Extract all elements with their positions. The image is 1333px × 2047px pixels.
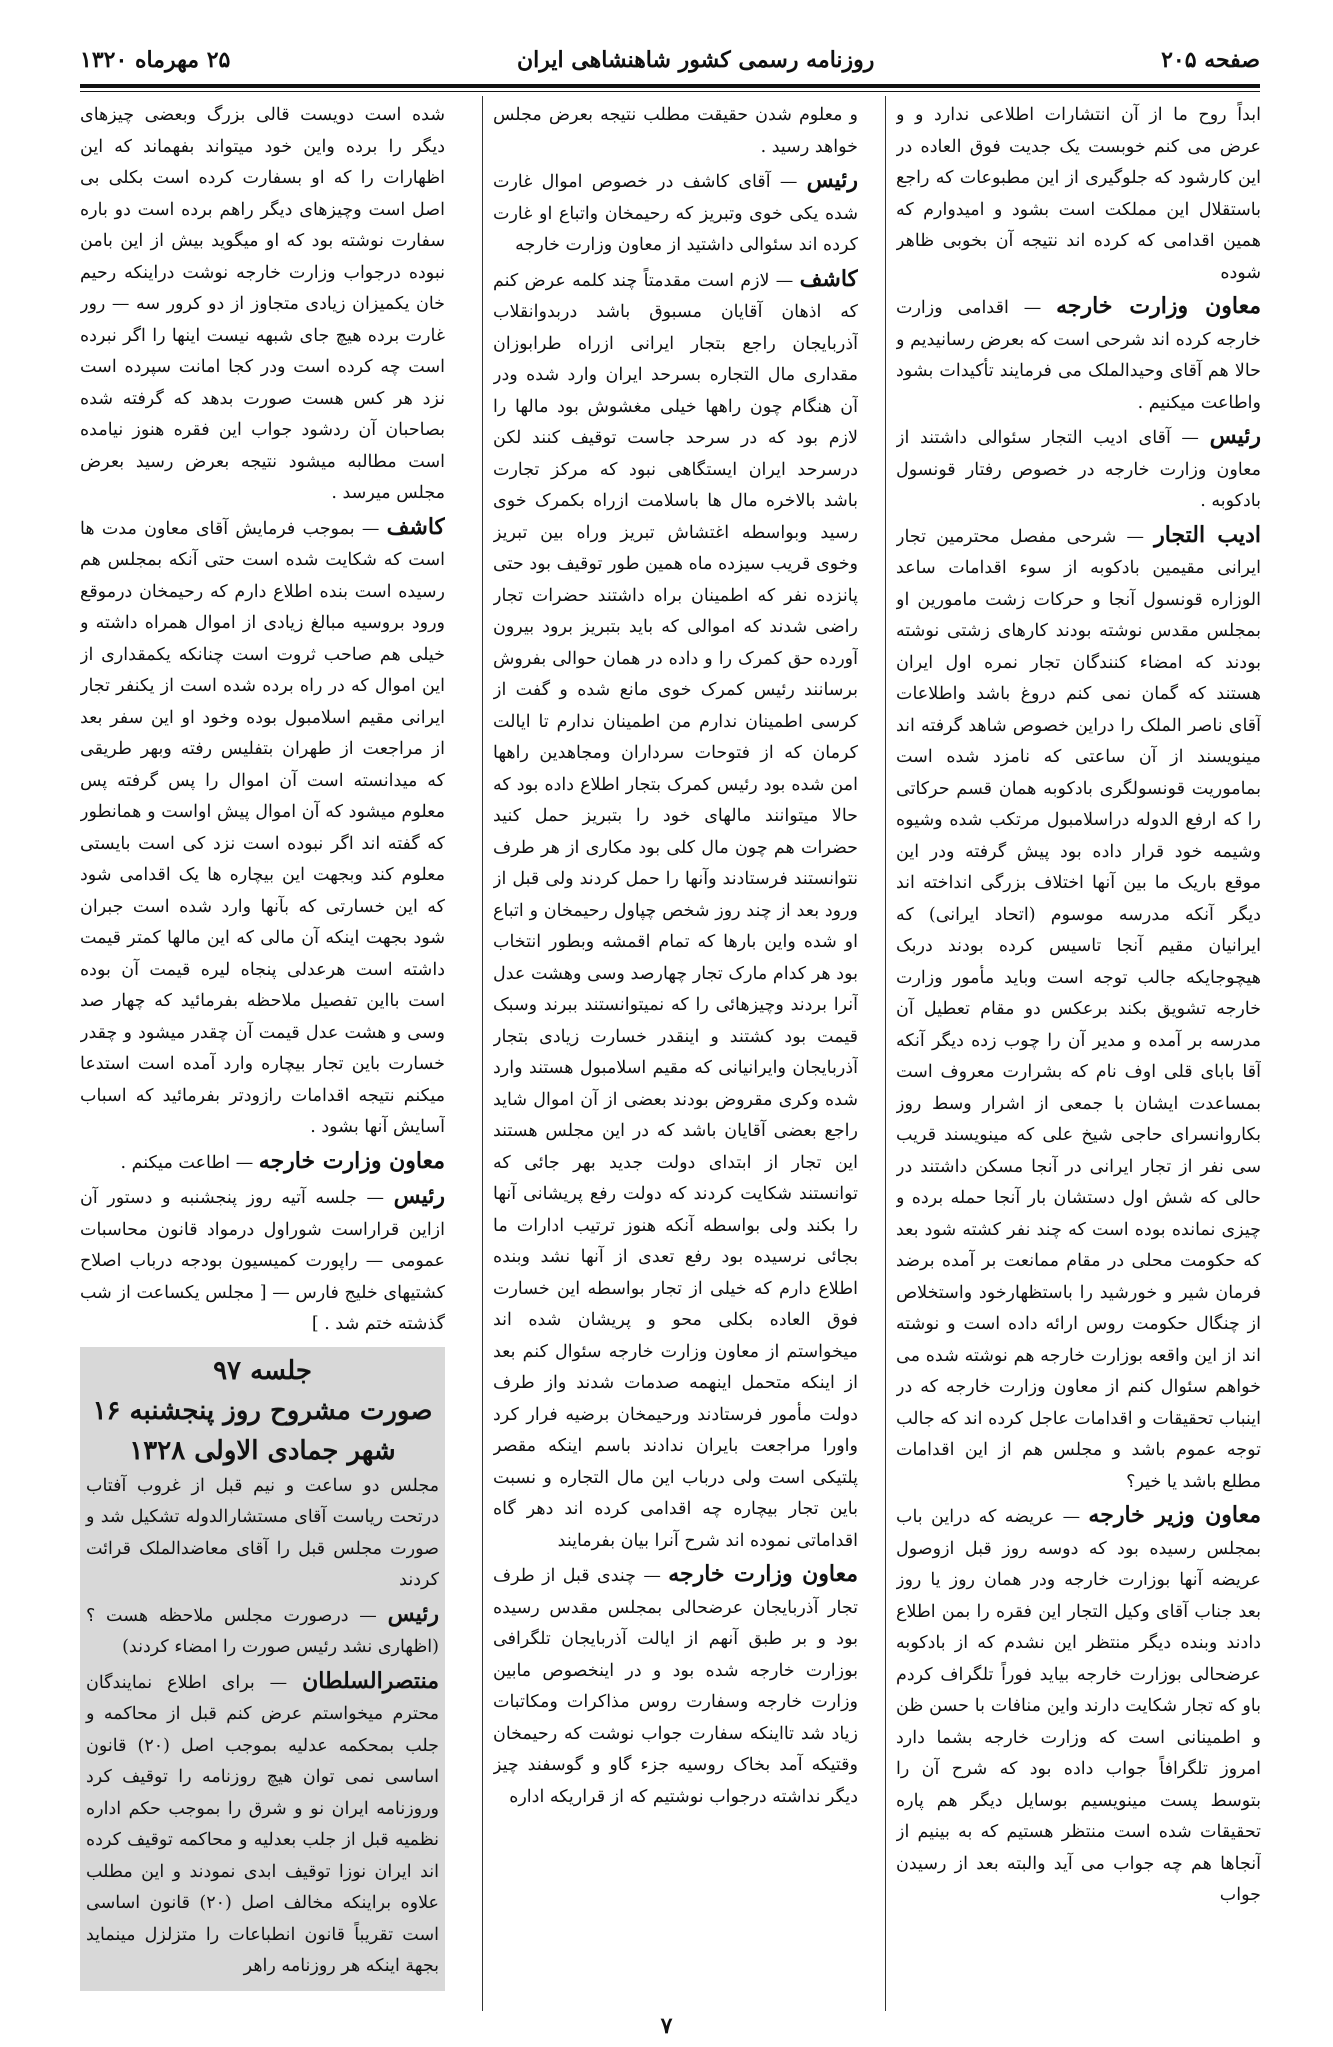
speaker-name: رئیس <box>393 1183 445 1209</box>
speaker-name: رئیس <box>1209 423 1261 449</box>
speaker-name: منتصرالسلطان <box>302 1667 439 1694</box>
paragraph <box>896 1500 1261 1912</box>
paragraph <box>80 1146 445 1180</box>
column-middle <box>493 100 858 2000</box>
paragraph <box>896 100 1261 289</box>
paragraph <box>86 1471 439 1597</box>
paragraph-text: — آقای کاشف در خصوص اموال غارت شده یکی خوی وتبریز که رحیمخان واتباع او غارت کرده اند سئوالی داشتید از معاون وزارت خارجه <box>493 172 858 255</box>
speaker-name: ادیب التجار <box>1154 521 1261 548</box>
session-97-box <box>80 1347 445 1991</box>
paragraph <box>493 165 858 262</box>
speaker-name: معاون وزیر خارجه <box>1088 1502 1261 1528</box>
paragraph <box>896 291 1261 419</box>
session-body <box>86 1471 439 1983</box>
paragraph-text: — آقای ادیب التجار سئوالی داشتند از معاون وزارت خارجه در خصوص رفتار قونسول بادکوبه . <box>896 428 1261 511</box>
column-middle-body <box>493 100 858 1813</box>
column-divider <box>885 96 886 2011</box>
paragraph <box>86 1599 439 1664</box>
paragraph-text: — جلسه آتیه روز پنجشنبه و دستور آن ازاین قراراست شوراول درمواد قانون محاسبات عمومی — راپورت کمیسیون بودجه درباب اصلاح کشتیهای خلیج فارس — [ مجلس یکساعت از شب گذشته ختم شد . ] <box>80 1188 445 1334</box>
paragraph-text: — چندی قبل از طرف تجار آذربایجان عرضحالی بمجلس مقدس رسیده بود و بر طبق آنهم از ایالت آذربایجان تلگرافی بوزارت خارجه شده بود و در اینخصوص مابین وزارت خارجه وسفارت روس مذاکرات ومکاتبات زیاد شد تااینکه سفارت جواب نوشت که رحیمخان وقتیکه آمد بخاک روسیه جزء گاو و گوسفند چیز دیگر نداشته درجواب نوشتیم که از قراریکه اداره <box>493 1566 858 1807</box>
paragraph <box>493 100 858 163</box>
header-rule-thick <box>80 84 1260 88</box>
paragraph-text: — اطاعت میکنم . <box>120 1152 259 1173</box>
page-number: ۷ <box>660 2013 673 2039</box>
paragraph-text: مجلس دو ساعت و نیم قبل از غروب آفتاب درتحت ریاست آقای مستشارالدوله تشکیل شد و صورت مجلس قبل را آقای معاضدالملک قرائت کردند <box>86 1475 439 1590</box>
speaker-name: معاون وزارت خارجه <box>1056 293 1261 319</box>
speaker-name: رئیس <box>387 1600 439 1627</box>
column-left-body <box>80 100 445 1341</box>
header-rule-thin <box>80 91 1260 92</box>
paragraph-text: — عریضه که دراین باب بمجلس رسیده بود که دوسه روز قبل ازوصول عریضه آنها بوزارت خارجه ودر همان روز یا روز بعد جناب آقای وکیل التجار این فقره را بمن اطلاع دادند وبنده دیگر منتظر این نشدم که از بادکوبه عرضحالی بوزارت خارجه بیاید فوراً تلگراف کردم باو که تجار شکایت دارند واین منافات با حسن ظن و اطمینانی است که وزارت خارجه بشما دارد امروز تلگرافاً جواب داده بود که شرح آن را بتوسط پست مینویسیم بوسایل دیگر هم پاره تحقیقات شده است منتظر هستیم که به بینیم از آنجاها هم چه جواب می آید والبته بعد از رسیدن جواب <box>896 1507 1261 1905</box>
paragraph-text: — اقدامی وزارت خارجه کرده اند شرحی است که بعرض رسانیدیم و حالا هم آقای وحیدالملک می فرمایند تأکیدات بشود واطاعت میکنیم . <box>896 298 1261 413</box>
paragraph-text: — برای اطلاع نمایندگان محترم میخواستم عرض کنم قبل از محاکمه و جلب بمحکمه عدلیه بموجب اصل (۲۰) قانون اساسی نمی توان هیچ روزنامه را توقیف کرد وروزنامه ایران نو و شرق را بموجب حکم اداره نظمیه قبل از جلب بعدلیه و محاکمه توقیف کرده اند ایران نوزا توقیف ابدی نمودند و این مطلب علاوه براینکه مخالف اصل (۲۰) قانون اساسی است تقریباً قانون انطباعات را متزلزل مینماید بجهة اینکه هر روزنامه راهر <box>86 1672 439 1976</box>
column-divider <box>482 96 483 2011</box>
column-left <box>80 100 445 2000</box>
paragraph <box>80 100 445 510</box>
paragraph <box>80 512 445 1144</box>
speaker-name: رئیس <box>806 167 858 193</box>
paragraph-text: — درصورت مجلس ملاحظه هست ؟ (اظهاری نشد رئیس صورت را امضاء کردند) <box>86 1605 439 1657</box>
paragraph-text: — شرحی مفصل محترمین تجار ایرانی مقیمین بادکوبه از سوء اقدامات ساعد الوزاره قونسول آنجا و حرکات زشت مامورین او بمجلس مقدس نوشته بودند کارهای زشتی نوشته بودند که امضاء کنندگان تجار نمره اول ایران هستند که گمان نمی کنم دروغ باشد واطلاعات آقای ناصر الملک را دراین خصوص شاهد گرفته اند مینویسند از آن ساعتی که نامزد شده است بماموریت قونسولگری بادکوبه همان قسم حرکاتی را که ارفع الدوله دراسلامبول مرتکب شده وشیوه وشیمه خود قرار داده بود پیش گرفته ودر این موقع باریک ما بین آنها اختلاف بزرگی انداخته اند دیگر آنکه مدرسه موسوم (اتحاد ایرانی) که ایرانیان مقیم آنجا تاسیس کرده بودند دربک هیچوجایکه جالب توجه است وباید مأمور وزارت خارجه تشویق بکند برعکس دو مقام تعطیل آن مدرسه بر آمده و مدیر آن را چوب زده دیگر آنکه آقا بابای قلی اوف نام که بشرارت معروف است بمساعدت ایشان با جمعی از اشرار وسط روز بکاروانسرای حاجی شیخ علی که مینویسند قریب سی نفر از تجار ایرانی در آنجا مسکن داشتند در حالی که شش اول دستشان بار آنجا حمله برده و چیزی نمانده بوده است که چند نفر کشته شود بعد که حکومت محلی در مقام ممانعت بر آمده برضد فرمان شیر و خورشید را باستظهارخود واستخلاص از چنگال حکومت روس ارائه داده است و نوشته اند از این واقعه بوزارت خارجه هم نوشته شده می خواهم سئوال کنم از معاون وزارت خارجه که در اینباب تحقیقات و اقدامات عاجل کرده اند که جالب توجه عموم باشد و مجلس هم از این اقدامات مطلع باشد یا خیر؟ <box>896 526 1261 1492</box>
paragraph <box>896 421 1261 518</box>
page-label: صفحه ۲۰۵ <box>1161 47 1260 73</box>
paragraph-text: — لازم است مقدمتاً چند کلمه عرض کنم که اذهان آقایان مسبوق باشد دربدوانقلاب آذربایجان راجع بتجار ایرانی ازراه طرابوزان مقداری مال التجاره بسرحد ایران وارد شده ودر آن هنگام چون راهها خیلی مغشوش بود مالها را لازم بود که در سرحد جاست توقیف کنند لکن درسرحد ایران ایستگاهی نبود که مرکز تجارت باشد بالاخره مال ها باسلامت ازراه بکمرک خوی رسید وبواسطه اغتشاش تبریز وراه بین تبریز وخوی قریب سیزده ماه همین طور توقیف بود حتی پانزده نفر که اطمینان براه داشتند حضرات تجار راضی شدند که اموالی که باید بتبریز برود بیرون آورده حق کمرک را و داده در همان حوالی بفروش برسانند رئیس کمرک خوی مانع شده و گفت از کرسی اطمینان ندارم من اطمینان ندارم تا ایالت کرمان که از فتوحات سرداران ومجاهدین راهها امن شده بود رئیس کمرک بتجار اطلاع داده بود که حالا میتوانند مالهای خود را بتبریز حمل کنید حضرات هم چون مال کلی بود مکاری از هر طرف نتوانستند فرستادند وآنها را حمل کردند ولی قبل از ورود بعد از چند روز شخص چپاول رحیمخان و اتباع او شده واین بارها که تمام اقمشه وبطور انتخاب بود هر کدام مارک تجار چهارصد وسی وهشت عدل آنرا بردند وچیزهائی را که نمیتوانستند ببرند وسبک قیمت بود کشتند و اینقدر خسارت زیادی بتجار آذربایجان وایرانیانی که مقیم اسلامبول هستند وارد شده وکری مقروض بودند بعضی از آن اموال شاید راجع بعضی آقایان باشد که در این مجلس هستند این تجار از ابتدای دولت جدید بهر جائی که توانستند شکایت کردند که دولت رفع پریشانی آنها را بکند ولی بواسطه آنکه هنوز ترتیب ادارات ما بجائی نرسیده بود رفع تعدی از آنها نشد وبنده اطلاع دارم که خیلی از تجار بواسطه این خسارت فوق العاده بکلی محو و پریشان شده اند میخواستم از معاون وزارت خارجه سئوال کنم بعد از اینکه متحمل اینهمه صدمات شدند واز طرف دولت مأمور فرستادند ورحیمخان برضیه فرار کرد واورا مراجعت بایران ندادند باسم اینکه مقصر پلتیکی است ولی درباب این مال التجاره و نسبت باین تجار بیچاره چه اقدامی کرده اند دهر گاه اقداماتی نموده اند شرح آنرا بیان بفرمایند <box>493 270 858 1551</box>
column-right-body <box>896 100 1261 1912</box>
paragraph <box>86 1666 439 1983</box>
speaker-name: کاشف <box>386 513 445 540</box>
paragraph-text: ابداً روح ما از آن انتشارات اطلاعی ندارد و و عرض می کنم خوبست یک جدیت فوق العاده در این کارشود که جلوگیری از این مطبوعات که راجع باستقلال این مملکت است بشود و امیدوارم که همین اقدامی که کرده اند نتیجه آن بخوبی ظاهر شوده <box>896 105 1261 283</box>
column-right <box>896 100 1261 2000</box>
masthead <box>80 40 1260 80</box>
paragraph-text: شده است دویست قالی بزرگ وبعضی چیزهای دیگر را برده واین خود میتواند بفهماند که این اظهارات را که او بسفارت کرده است بکلی بی اصل است وچیزهای دیگر راهم برده است دو باره سفارت نوشته بود که او میگوید بیش از این بامن نبوده درجواب وزارت خارجه نوشت دراینکه رحیم خان یکمیزان زیادی متجاوز از دو کرور سه — رور غارت برده هیچ جای شبهه نیست اینها را اگر نبرده است چه کرده است ودر کجا امانت سپرده است نزد هر کس هست صورت بدهد که گرفته شده بصاحبان آن ردشود جواب این فقره هنوز نیامده است مطالبه میشود نتیجه بعرض رسید بعرض مجلس میرسد . <box>80 105 445 503</box>
paragraph <box>493 1559 858 1813</box>
paragraph-text: — بموجب فرمایش آقای معاون مدت ها است که شکایت شده است حتی آنکه بمجلس هم رسیده است بنده اطلاع دارم که رحیمخان درموقع ورود بروسیه مبالغ زیادی از اموال همراه داشته و خیلی هم صاحب ثروت است چنانکه یکمقداری از این اموال که در راه برده شده است از یکنفر تجار ایرانی مقیم اسلامبول بوده وخود او این سفر بعد از مراجعت از طهران بتفلیس رفته وبهر طریقی که میدانسته است آن اموال را پس گرفته پس معلوم میشود که آن اموال پیش اواست و همانطور که گفته اند اگر نبوده است نزد کی است بایستی معلوم کند وبجهت این بیچاره ها یک اقدامی شود که این خسارتی که بآنها وارد شده است جبران شود بجهت اینکه آن مالی که این مالها کمتر قیمت داشته است هرعدلی پنجاه لیره قیمت آن بوده است بااین تفصیل ملاحظه بفرمائید که چهار صد وسی و هشت عدل قیمت آن چقدر میشود و چقدر خسارت باین تجار بیچاره وارد آمده است استدعا میکنم نتیجه اقدامات رازودتر بفرمائید که اسباب آسایش آنها بشود . <box>80 518 445 1137</box>
issue-date: ۲۵ مهرماه ۱۳۲۰ <box>80 47 231 73</box>
speaker-name: کاشف <box>799 265 858 292</box>
paragraph-text: و معلوم شدن حقیقت مطلب نتیجه بعرض مجلس خواهد رسید . <box>493 105 858 157</box>
session-subtitle: صورت مشروح روز پنجشنبه ۱۶ شهر جمادی الاولی ۱۳۲۸ <box>92 1395 433 1466</box>
speaker-name: معاون وزارت خارجه <box>258 1147 445 1174</box>
paragraph <box>80 1181 445 1341</box>
paragraph <box>896 520 1261 1499</box>
publication-title: روزنامه رسمی کشور شاهنشاهی ایران <box>517 47 875 73</box>
paragraph <box>493 264 858 1558</box>
speaker-name: معاون وزارت خارجه <box>668 1561 858 1587</box>
session-title: جلسه ۹۷ <box>213 1355 312 1386</box>
